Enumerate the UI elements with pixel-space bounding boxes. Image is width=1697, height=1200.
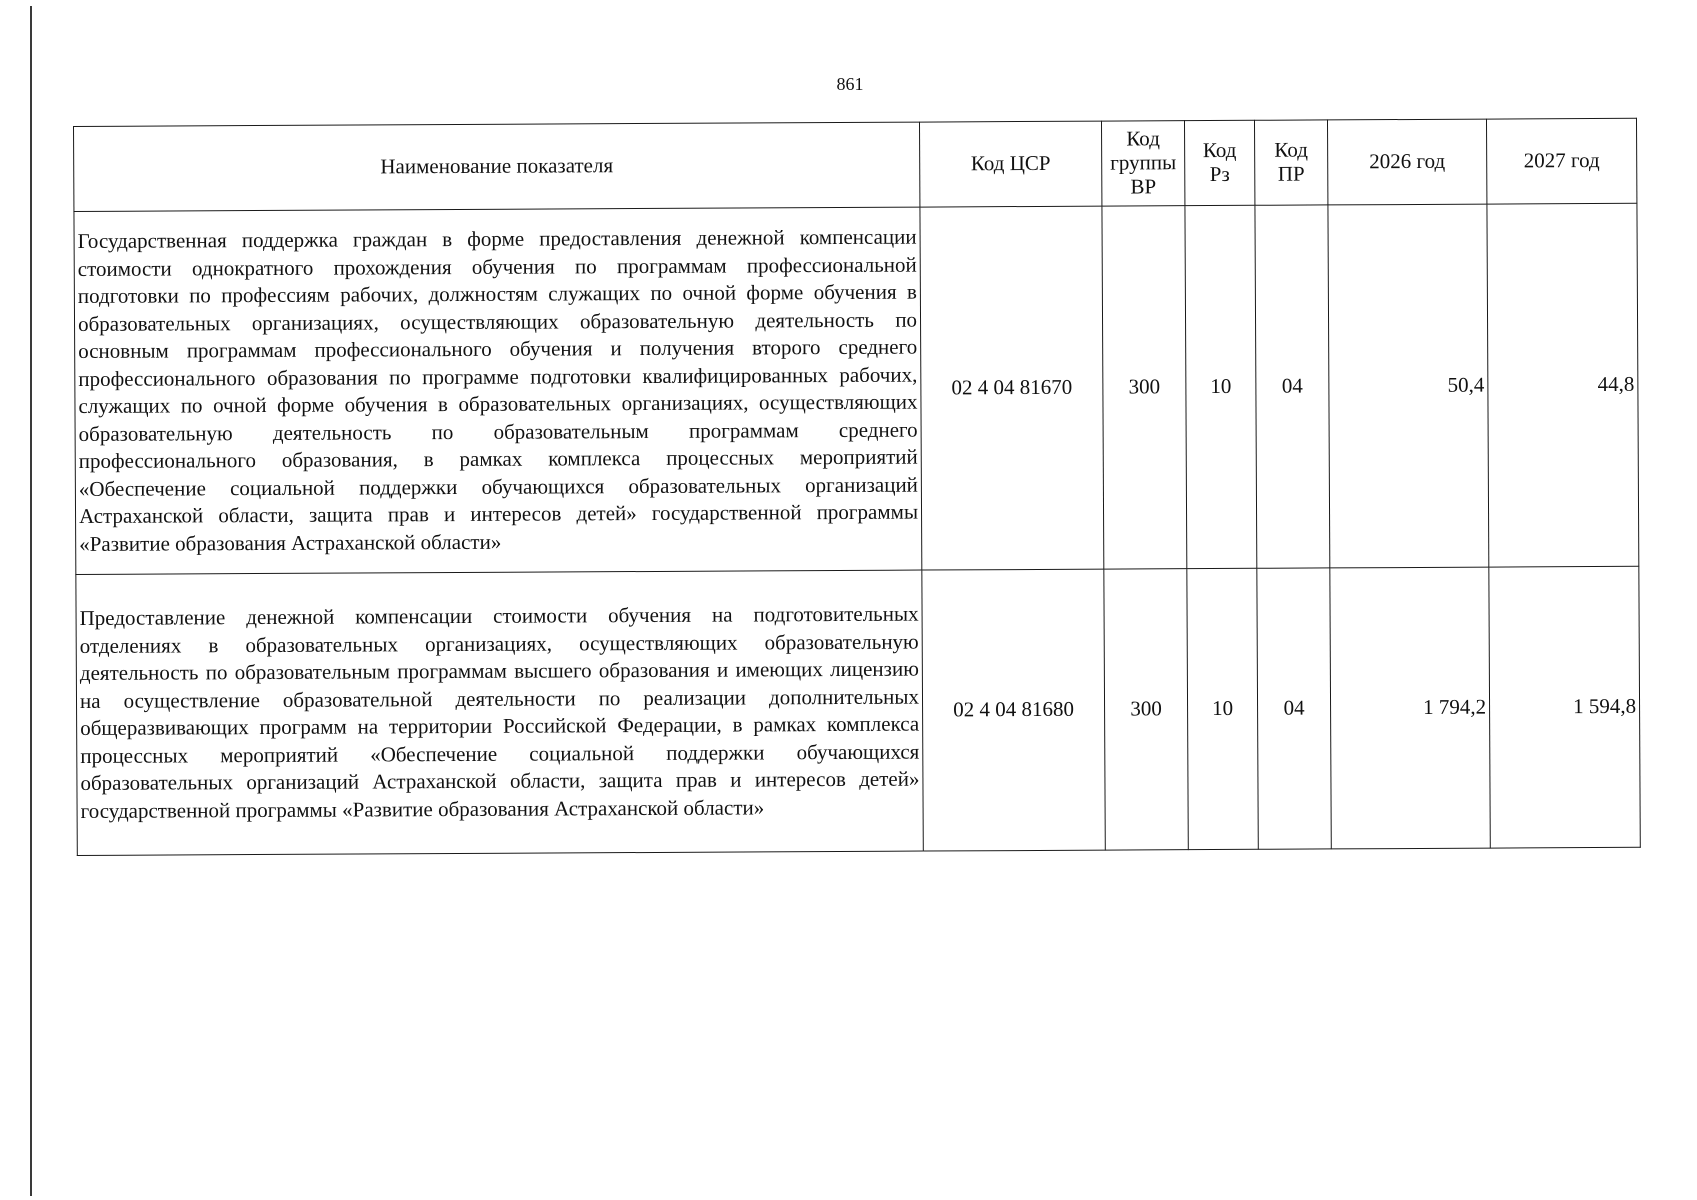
cell-name: Предоставление денежной компенсации стоимости обучения на подготовительных отделениях в образовательных организациях, осуществляющих образовательную деятельность по образовательным программам высшего образования и имеющих лицензию на осуществление образовательной деятельности по реализации дополнительных общеразвивающих программ на территории Российской Федерации, в рамках комплекса процессных мероприятий «Обеспечение социальной поддержки обучающихся образовательных организаций Астраханской области, защита прав и интересов детей» государственной программы «Развитие образования Астраханской области»	[76, 570, 923, 855]
header-vr-line1: Код	[1126, 126, 1160, 151]
header-rz-line2: Рз	[1209, 161, 1230, 186]
header-vr-line3: ВР	[1130, 174, 1157, 199]
table-row	[74, 203, 1639, 574]
cell-year-2027: 1 594,8	[1489, 566, 1640, 848]
cell-pr-code: 04	[1255, 205, 1330, 568]
cell-pr-code: 04	[1257, 568, 1331, 849]
header-pr-code	[1254, 120, 1327, 205]
header-pr-line1: Код	[1274, 137, 1308, 162]
header-rz-line1: Код	[1202, 137, 1237, 162]
cell-year-2026: 50,4	[1328, 204, 1489, 568]
cell-rz-code: 10	[1187, 568, 1258, 849]
header-rz-code	[1184, 120, 1254, 205]
cell-rz-code: 10	[1185, 205, 1257, 568]
table-header-row	[74, 118, 1637, 211]
header-year-2027: 2027 год	[1486, 118, 1636, 204]
binding-margin-line	[30, 6, 32, 1196]
header-name: Наименование показателя	[74, 122, 920, 211]
page-number: 861	[836, 74, 864, 94]
cell-name: Государственная поддержка граждан в форме предоставления денежной компенсации стоимости однократного прохождения обучения по программам профессиональной подготовки по профессиям рабочих, должностям служащих по очной форме обучения в образовательных организациях, осуществляющих образовательную деятельность по основным программам профессионального обучения и получения второго среднего профессионального образования по программе подготовки квалифицированных рабочих, служащих по очной форме обучения в образовательных организациях, осуществляющих образовательную деятельность по образовательным программам среднего профессионального образования, в рамках комплекса процессных мероприятий «Обеспечение социальной поддержки обучающихся образовательных организаций Астраханской области, защита прав и интересов детей» государственной программы «Развитие образования Астраханской области»	[74, 207, 922, 574]
header-year-2026: 2026 год	[1327, 119, 1486, 205]
cell-vr-code: 300	[1104, 569, 1188, 850]
table-row	[76, 566, 1640, 855]
header-pr-line2: ПР	[1277, 161, 1305, 186]
cell-vr-code: 300	[1102, 206, 1187, 569]
budget-table	[73, 118, 1641, 856]
cell-csr-code: 02 4 04 81680	[922, 569, 1105, 851]
header-csr-code: Код ЦСР	[919, 121, 1101, 207]
header-vr-line2: группы	[1110, 149, 1177, 175]
header-vr-code	[1101, 121, 1184, 206]
cell-year-2026: 1 794,2	[1330, 567, 1490, 849]
cell-year-2027: 44,8	[1487, 203, 1639, 567]
cell-csr-code: 02 4 04 81670	[920, 206, 1104, 570]
